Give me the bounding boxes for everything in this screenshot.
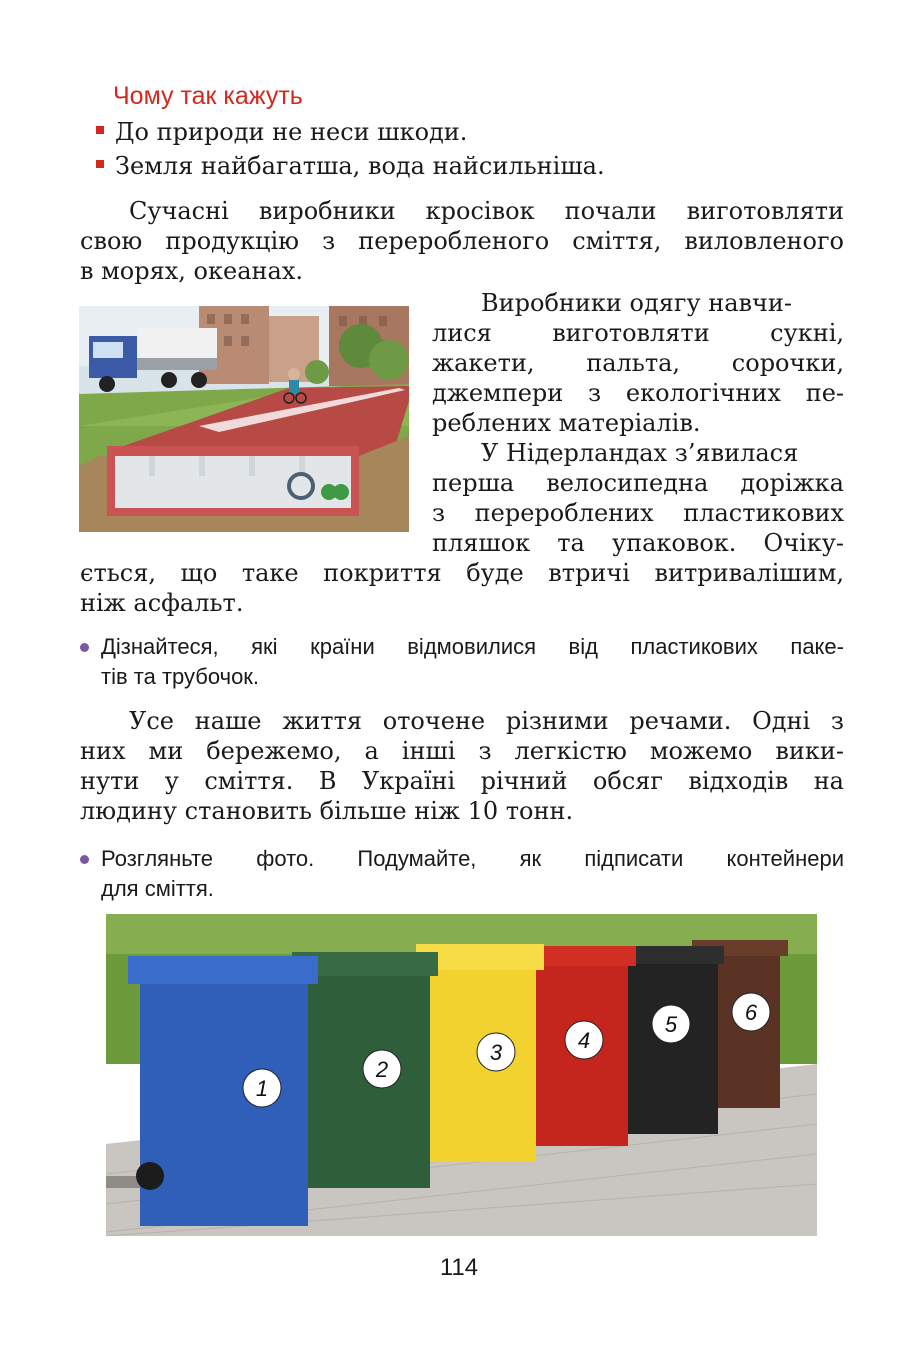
badge-3 bbox=[477, 1033, 515, 1071]
bike-lane-picture bbox=[79, 306, 409, 532]
text-line: пляшок та упаковок. Очіку- bbox=[432, 529, 844, 557]
svg-text:3: 3 bbox=[489, 1040, 503, 1065]
text-line: У Нідерландах з’явилася bbox=[481, 439, 799, 467]
svg-text:6: 6 bbox=[744, 1000, 758, 1025]
text-line: людину становить більше ніж 10 тонн. bbox=[80, 797, 574, 825]
waste-bins-photo bbox=[106, 914, 817, 1236]
proverb-item bbox=[96, 152, 605, 180]
text-line: Дізнайтеся, які країни відмовилися від пластикових паке- bbox=[101, 634, 844, 659]
purple-bullet-icon bbox=[80, 643, 89, 652]
text-line: жакети, пальта, сорочки, bbox=[432, 349, 844, 377]
text-line: Усе наше життя оточене різними речами. Одні з bbox=[129, 707, 844, 735]
badge-6 bbox=[732, 993, 770, 1031]
badge-1 bbox=[243, 1069, 281, 1107]
text-line: перша велосипедна доріжка bbox=[432, 469, 844, 497]
proverb-item bbox=[96, 118, 467, 146]
text-line: в морях, океанах. bbox=[80, 257, 303, 285]
bin-1 bbox=[140, 976, 308, 1226]
text-line: свою продукцію з переробленого сміття, виловленого bbox=[80, 227, 844, 255]
text-line: Сучасні виробники кросівок почали виготовляти bbox=[129, 197, 844, 225]
text-line: них ми бережемо, а інші з легкістю можемо вики- bbox=[80, 737, 844, 765]
text-line: тів та трубочок. bbox=[101, 664, 260, 689]
task-research bbox=[101, 632, 844, 692]
text-line: реблених матеріалів. bbox=[432, 409, 701, 437]
bike-lane-illustration bbox=[79, 306, 409, 532]
badge-2 bbox=[363, 1050, 401, 1088]
text-line: для сміття. bbox=[101, 876, 214, 901]
red-bullet-icon bbox=[96, 126, 104, 134]
svg-text:1: 1 bbox=[255, 1076, 269, 1101]
proverb-text: До природи не неси шкоди. bbox=[115, 118, 468, 146]
bin-5 bbox=[626, 956, 718, 1134]
badge-5 bbox=[652, 1005, 690, 1043]
paragraph-clothes bbox=[432, 288, 844, 438]
badge-4 bbox=[565, 1021, 603, 1059]
paragraph-netherlands-cont bbox=[80, 558, 844, 618]
waste-bins-picture bbox=[106, 914, 817, 1236]
text-line: джемпери з екологічних пе- bbox=[432, 379, 844, 407]
text-line: з перероблених пластикових bbox=[432, 499, 844, 527]
task-containers bbox=[101, 844, 844, 904]
paragraph-waste bbox=[80, 706, 844, 826]
svg-text:5: 5 bbox=[664, 1012, 678, 1037]
paragraph-sneakers bbox=[80, 196, 844, 286]
text-line: ється, що таке покриття буде втричі витривалішим, bbox=[80, 559, 844, 587]
svg-text:2: 2 bbox=[375, 1057, 389, 1082]
text-line: нути у сміття. В Україні річний обсяг відходів на bbox=[80, 767, 844, 795]
section-title: Чому так кажуть bbox=[113, 82, 303, 110]
proverb-text: Земля найбагатша, вода найсильніша. bbox=[115, 152, 605, 180]
text-line: Розгляньте фото. Подумайте, як підписати контейнери bbox=[101, 846, 844, 871]
text-line: лися виготовляти сукні, bbox=[432, 319, 844, 347]
page-number: 114 bbox=[439, 1254, 479, 1281]
red-bullet-icon bbox=[96, 160, 104, 168]
text-line: Виробники одягу навчи- bbox=[481, 289, 792, 317]
text-line: ніж асфальт. bbox=[80, 589, 244, 617]
svg-text:4: 4 bbox=[577, 1028, 591, 1053]
purple-bullet-icon bbox=[80, 855, 89, 864]
paragraph-netherlands bbox=[432, 438, 844, 558]
